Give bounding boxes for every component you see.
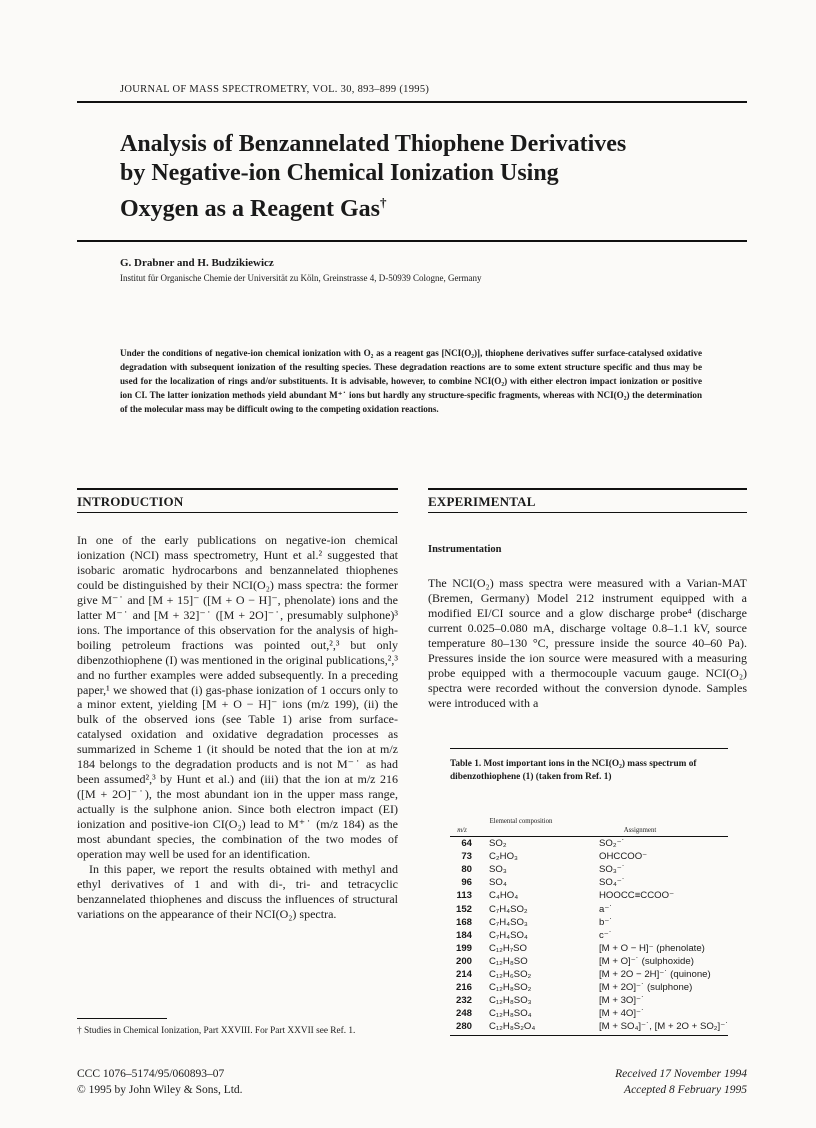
experimental-heading: EXPERIMENTAL	[428, 494, 536, 509]
cell-mz: 96	[461, 877, 472, 889]
cell-mz: 214	[455, 968, 472, 980]
cell-composition: C₁₂H₈SO₂	[489, 982, 532, 994]
title-line-1: Analysis of Benzannelated Thiophene Derivatives	[120, 131, 627, 157]
cell-composition: C₁₂H₆SO₂	[489, 968, 532, 980]
ccc-code: CCC 1076–5174/95/060893–07	[77, 1068, 225, 1080]
received-date: Received 17 November 1994	[615, 1068, 747, 1080]
cell-composition: C₁₂H₇SO	[489, 942, 527, 954]
table-row	[440, 850, 728, 863]
title-dagger: †	[380, 195, 387, 210]
cell-assignment: [M + O]⁻˙ (sulphoxide)	[599, 955, 694, 967]
title-line-2: by Negative-ion Chemical Ionization Using	[120, 160, 559, 186]
cell-assignment: [M + 4O]⁻˙	[599, 1008, 645, 1020]
intro-paragraph-1: In one of the early publications on negative-ion chemical ionization (NCI) mass spectrometry, Hunt et al.² suggested that isobaric aromatic hydrocarbons and benzannelated thiophenes could be distinguished by their NCI(O₂) mass spectra: the former give M⁻˙ and [M + 15]⁻ ([M + O − H]⁻, phenolate) ions and the latter M⁻˙ and [M + 32]⁻˙ ([M + 2O]⁻˙, presumably sulphone)³ ions. The importance of this observation for the analysis of high-boiling petroleum fractions was pointed out,²,³ but only dibenzothiophene (I) was mentioned in the original publications,²,³ and no further examples were added subsequently. In a preceding paper,¹ we showed that (i) gas-phase ionization of 1 occurs only to a minor extent, yielding [M + O − H]⁻ ions (m/z 199), (ii) the bulk of the observed ions (see Table 1) arise from surface-catalysed oxidation and oxidative degradation processes as summarized in Scheme 1 (it should be noted that the ion at m/z 184 belongs to the degradation products and is not M⁻˙ as had been assumed²,³ by Hunt et al.) and (iii) that the ion at m/z 216 ([M + 2O]⁻˙), the most abundant ion in the upper mass range, actually is the sulphone anion. Since both electron impact (EI) ionization and positive-ion CI(O₂) lead to M⁺˙ (m/z 184) as the most abundant species, the combination of the two modes of operation may well be used for an identification.	[77, 533, 398, 862]
cell-assignment: SO₃⁻˙	[599, 864, 626, 876]
cell-composition: SO₃	[489, 864, 507, 876]
authors: G. Drabner and H. Budzikiewicz	[120, 257, 274, 269]
table-row	[440, 902, 728, 915]
cell-mz: 200	[455, 955, 472, 967]
cell-composition: C₄HO₄	[489, 890, 519, 902]
intro-top-rule	[77, 488, 398, 490]
table-row	[440, 837, 728, 850]
introduction-heading: INTRODUCTION	[77, 494, 184, 509]
cell-mz: 73	[461, 851, 472, 863]
footnote: † Studies in Chemical Ionization, Part XXVIII. For Part XXVII see Ref. 1.	[77, 1026, 356, 1036]
table-row	[440, 981, 728, 994]
cell-composition: C₁₂H₈S₂O₄	[489, 1021, 536, 1033]
cell-assignment: [M + 2O]⁻˙ (sulphone)	[599, 982, 693, 994]
cell-assignment: [M + SO₄]⁻˙, [M + 2O + SO₂]⁻˙	[599, 1021, 729, 1033]
cell-assignment: [M + O − H]⁻ (phenolate)	[599, 942, 705, 954]
journal-header: JOURNAL OF MASS SPECTROMETRY, VOL. 30, 893–899 (1995)	[120, 84, 430, 95]
cell-mz: 280	[455, 1021, 472, 1033]
table-row	[440, 929, 728, 942]
table-row	[440, 889, 728, 902]
cell-mz: 168	[455, 916, 472, 928]
table-row	[440, 955, 728, 968]
cell-assignment: OHCCOO⁻	[599, 851, 648, 863]
cell-assignment: b⁻˙	[599, 916, 613, 928]
cell-composition: C₁₂H₈SO₃	[489, 995, 532, 1007]
table-row	[440, 942, 728, 955]
experimental-paragraph-1: The NCI(O₂) mass spectra were measured with a Varian-MAT (Bremen, Germany) Model 212 instrument equipped with a modified EI/CI source and a glow discharge probe⁴ (discharge current 0.025–0.080 mA, discharge voltage 0.8–1.1 kV, source temperature 80–130 °C, pressure inside the source 40–60 Pa). Pressures inside the ion source were measured with a measuring probe equipped with a thermocouple vacuum gauge. NCI(O₂) spectra were recorded without the conversion dynode. Samples were introduced with a	[428, 576, 747, 710]
footer-right	[540, 1066, 747, 1098]
table-row	[440, 968, 728, 981]
table-caption: Table 1. Most important ions in the NCI(O₂) mass spectrum of dibenzothiophene (1) (taken from Ref. 1)	[450, 759, 697, 782]
header-rule	[77, 101, 747, 103]
accepted-date: Accepted 8 February 1995	[624, 1084, 747, 1096]
cell-mz: 184	[455, 929, 472, 941]
cell-mz: 199	[455, 942, 472, 954]
cell-mz: 113	[456, 890, 472, 902]
cell-assignment: [M + 2O − 2H]⁻˙ (quinone)	[599, 968, 711, 980]
cell-composition: C₁₂H₈SO	[489, 955, 528, 967]
table-header-composition: Elemental composition	[489, 818, 553, 825]
table-row	[440, 876, 728, 889]
cell-mz: 216	[455, 982, 472, 994]
intro-bottom-rule	[77, 512, 398, 513]
cell-composition: C₂HO₃	[489, 851, 518, 863]
footer-left	[77, 1066, 243, 1098]
cell-assignment: [M + 3O]⁻˙	[599, 995, 645, 1007]
cell-composition: SO₄	[489, 877, 507, 889]
intro-paragraph-2: In this paper, we report the results obtained with methyl and ethyl derivatives of 1 and with di-, tri- and tetracyclic benzannelated thiophenes and discuss the influences of structural variations on the appearance of their NCI(O₂) spectra.	[77, 861, 398, 921]
instrumentation-subheading: Instrumentation	[428, 544, 502, 555]
title-line-3: Oxygen as a Reagent Gas†	[120, 195, 387, 222]
cell-mz: 152	[455, 903, 472, 915]
table-row	[440, 863, 728, 876]
affiliation: Institut für Organische Chemie der Universität zu Köln, Greinstrasse 4, D-50939 Cologne, Germany	[120, 273, 482, 283]
table-row	[440, 1020, 728, 1033]
cell-mz: 64	[461, 838, 472, 850]
introduction-body	[77, 533, 398, 922]
footnote-rule	[77, 1018, 167, 1019]
title-rule	[77, 240, 747, 242]
cell-composition: C₇H₄SO₂	[489, 903, 528, 915]
table-row	[440, 916, 728, 929]
table-header-mz: m/z	[457, 827, 467, 834]
table-row	[440, 994, 728, 1007]
exp-top-rule	[428, 488, 747, 490]
cell-assignment: SO₂⁻˙	[599, 838, 625, 850]
cell-composition: C₇H₄SO₃	[489, 916, 528, 928]
cell-composition: C₁₂H₈SO₄	[489, 1008, 532, 1020]
cell-composition: SO₂	[489, 838, 507, 850]
cell-mz: 248	[455, 1008, 472, 1020]
abstract: Under the conditions of negative-ion chemical ionization with O₂ as a reagent gas [NCI(O₂)], thiophene derivatives suffer surface-catalysed oxidative degradation with subsequent ionization of the resulting species. These degradation reactions are to some extent structure specific and thus may be used for the localization of rings and/or substituents. It is advisable, however, to combine NCI(O₂) with either electron impact ionization or positive ion CI. The latter ionization methods yield abundant M⁺˙ ions but hardly any structure-specific fragments, whereas with NCI(O₂) the determination of the molecular mass may be difficult owing to the competing oxidation reactions.	[120, 348, 702, 414]
table-row	[440, 1007, 728, 1020]
cell-assignment: SO₄⁻˙	[599, 877, 626, 889]
copyright: © 1995 by John Wiley & Sons, Ltd.	[77, 1084, 243, 1096]
article-title	[120, 130, 740, 224]
cell-assignment: HOOCC≡CCOO⁻	[599, 890, 675, 902]
exp-bottom-rule	[428, 512, 747, 513]
cell-mz: 232	[455, 995, 472, 1007]
cell-mz: 80	[461, 864, 472, 876]
table-top-rule	[450, 748, 728, 749]
ions-table	[440, 837, 728, 1033]
table-header-assignment: Assignment	[623, 827, 657, 834]
table-bottom-rule	[450, 1035, 728, 1036]
cell-composition: C₇H₄SO₄	[489, 929, 528, 941]
cell-assignment: a⁻˙	[599, 903, 613, 915]
cell-assignment: c⁻˙	[599, 929, 613, 941]
